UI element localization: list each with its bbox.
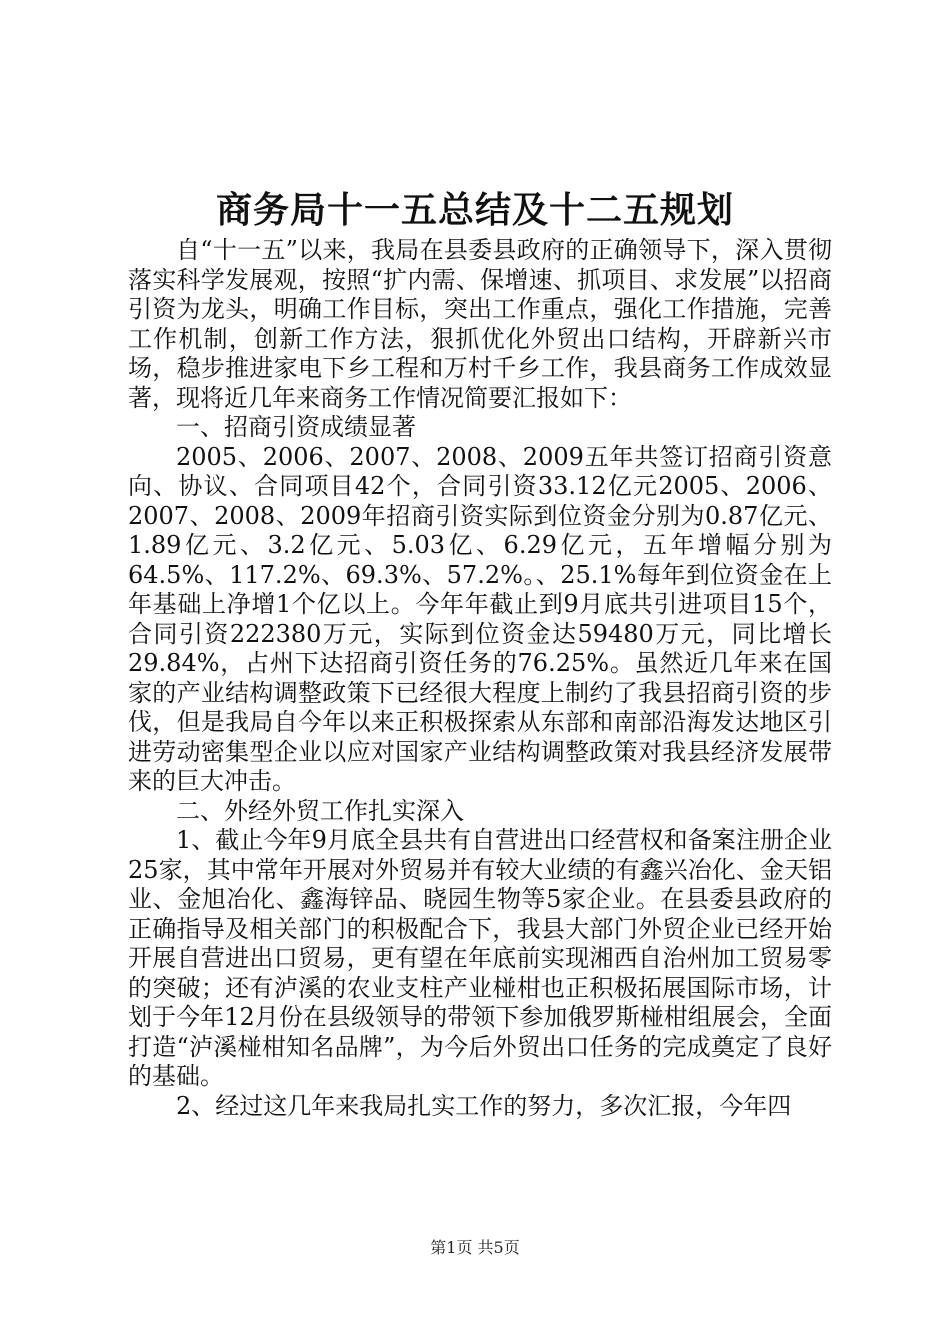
intro-paragraph: 自“十一五”以来，我局在县委县政府的正确领导下，深入贯彻落实科学发展观，按照“扩内需、保增速、抓项目、求发展”以招商引资为龙头，明确工作目标，突出工作重点，强化工作措施，完善工作机制，创新工作方法，狠抓优化外贸出口结构，开辟新兴市场，稳步推进家电下乡工程和万村千乡工作，我县商务工作成效显著，现将近几年来商务工作情况简要汇报如下： [128,236,832,412]
foreign-trade-paragraph-2: 2、经过这几年来我局扎实工作的努力，多次汇报，今年四 [176,1091,792,1120]
section-heading-investment: 一、招商引资成绩显著 [176,413,416,441]
page-number-footer: 第1页 共5页 [430,1238,520,1257]
section-heading-foreign-trade: 二、外经外贸工作扎实深入 [176,796,464,825]
document-body [128,236,832,1121]
document-title: 商务局十一五总结及十二五规划 [215,189,734,231]
foreign-trade-paragraph-1: 1、截止今年9月底全县共有自营进出口经营权和备案注册企业25家，其中常年开展对外贸易并有较大业绩的有鑫兴冶化、金天铝业、金旭冶化、鑫海锌品、晓园生物等5家企业。在县委县政府的正确指导及相关部门的积极配合下，我县大部门外贸企业已经开始开展自营进出口贸易，更有望在年底前实现湘西自治州加工贸易零的突破；还有泸溪的农业支柱产业椪柑也正积极拓展国际市场，计划于今年12月份在县级领导的带领下参加俄罗斯椪柑组展会，全面打造“泸溪椪柑知名品牌”，为今后外贸出口任务的完成奠定了良好的基础。 [128,826,832,1090]
investment-paragraph: 2005、2006、2007、2008、2009五年共签订招商引资意向、协议、合同项目42个，合同引资33.12亿元2005、2006、2007、2008、2009年招商引资实际到位资金分别为0.87亿元、1.89亿元、3.2亿元、5.03亿、6.29亿元，五年增幅分别为64.5%、117.2%、69.3%、57.2%。、25.1%每年到位资金在上年基础上净增1个亿以上。今年年截止到9月底共引进项目15个，合同引资222380万元，实际到位资金达59480万元，同比增长29.84%，占州下达招商引资任务的76.25%。虽然近几年来在国家的产业结构调整政策下已经很大程度上制约了我县招商引资的步伐，但是我局自今年以来正积极探索从东部和南部沿海发达地区引进劳动密集型企业以应对国家产业结构调整政策对我县经济发展带来的巨大冲击。 [128,442,832,795]
